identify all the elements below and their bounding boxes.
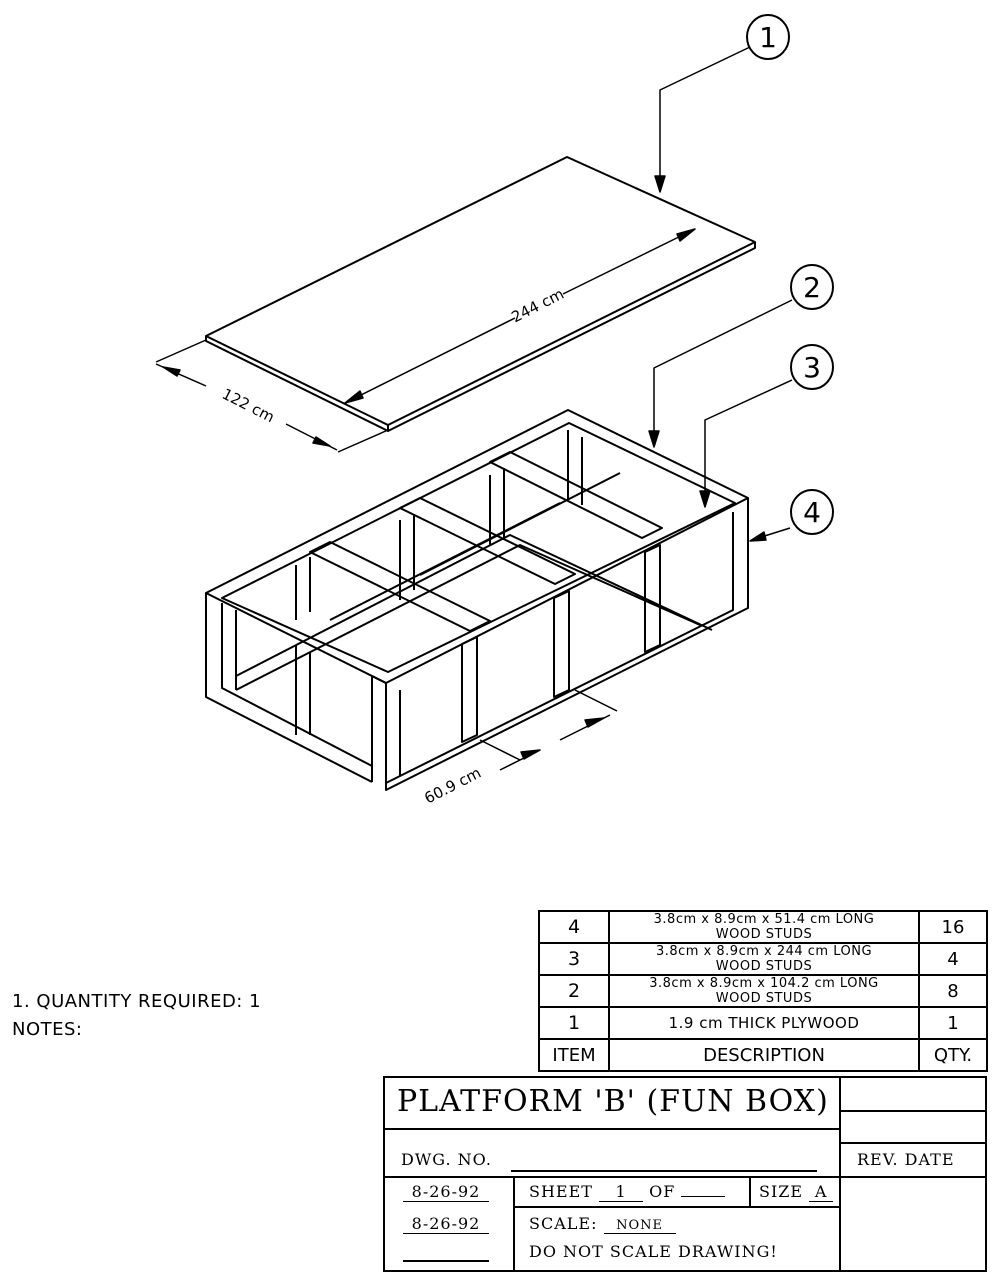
bom-row [539,1007,987,1039]
size-label: SIZE [759,1182,804,1201]
bom-row [539,975,987,1007]
plywood-sheet [206,157,755,431]
date-checked-value: 8-26-92 [403,1214,489,1234]
notes [12,988,261,1044]
bom-description [609,943,919,975]
width-dimension-label: 122 cm [219,384,278,427]
sheet-label: SHEET [529,1182,593,1201]
bom-description [609,911,919,943]
divider [839,1078,841,1272]
bom-qty: 1 [919,1007,987,1039]
bom-row [539,911,987,943]
divider [513,1176,515,1272]
dwg-no-label: DWG. NO. [401,1150,492,1169]
spacing-dimension-label: 60.9 cm [421,763,485,808]
callout-3: 3 [803,351,821,384]
drawing-title: PLATFORM 'B' (FUN BOX) [397,1084,829,1119]
of-label: OF [649,1182,676,1201]
bom-qty: 4 [919,943,987,975]
scale-label: SCALE: [529,1214,598,1233]
size-value: A [809,1182,833,1202]
bom-description-line: 3.8cm x 8.9cm x 104.2 cm LONG [649,976,879,991]
dwg-no-underline [511,1170,817,1172]
bom-qty: 16 [919,911,987,943]
bom-item: 4 [539,911,609,943]
notes-label: NOTES: [12,1019,83,1040]
callout-1: 1 [759,21,777,54]
bom-description-line: WOOD STUDS [715,991,813,1006]
title-block [383,1076,987,1272]
bom-header-qty: QTY. [919,1039,987,1071]
callout-2: 2 [803,271,821,304]
blank-date-underline [403,1260,489,1262]
bom-description: 1.9 cm THICK PLYWOOD [609,1007,919,1039]
divider [841,1176,987,1178]
leader-lines [649,47,792,541]
bill-of-materials [538,910,988,1072]
date-drawn-value: 8-26-92 [403,1182,489,1202]
scale-warning: DO NOT SCALE DRAWING! [529,1242,778,1261]
bom-description-line: 3.8cm x 8.9cm x 244 cm LONG [655,944,873,959]
scale-info [529,1214,676,1234]
quantity-note: 1. QUANTITY REQUIRED: 1 [12,991,262,1012]
sheet-total [681,1196,725,1197]
bom-description-line: 3.8cm x 8.9cm x 51.4 cm LONG [653,912,875,927]
bom-header-description: DESCRIPTION [609,1039,919,1071]
date-drawn [403,1182,489,1202]
rev-date-label: REV. DATE [857,1150,955,1169]
bom-header-item: ITEM [539,1039,609,1071]
sheet-number: 1 [599,1182,643,1202]
bom-description-line: WOOD STUDS [715,927,813,942]
divider [841,1142,987,1144]
bom-qty: 8 [919,975,987,1007]
size-info [759,1182,833,1202]
divider [841,1110,987,1112]
sheet-info [529,1182,725,1202]
bom-header-row [539,1039,987,1071]
bom-item: 2 [539,975,609,1007]
divider [385,1128,839,1130]
bom-description [609,975,919,1007]
length-dimension-label: 244 cm [508,284,567,327]
divider [385,1176,839,1178]
divider [749,1176,751,1206]
date-checked [403,1214,489,1234]
scale-value: NONE [604,1218,676,1234]
frame-box [206,410,748,790]
bom-row [539,943,987,975]
callout-4: 4 [803,496,821,529]
divider [515,1206,839,1208]
bom-description-line: WOOD STUDS [715,959,813,974]
bom-item: 1 [539,1007,609,1039]
bom-item: 3 [539,943,609,975]
